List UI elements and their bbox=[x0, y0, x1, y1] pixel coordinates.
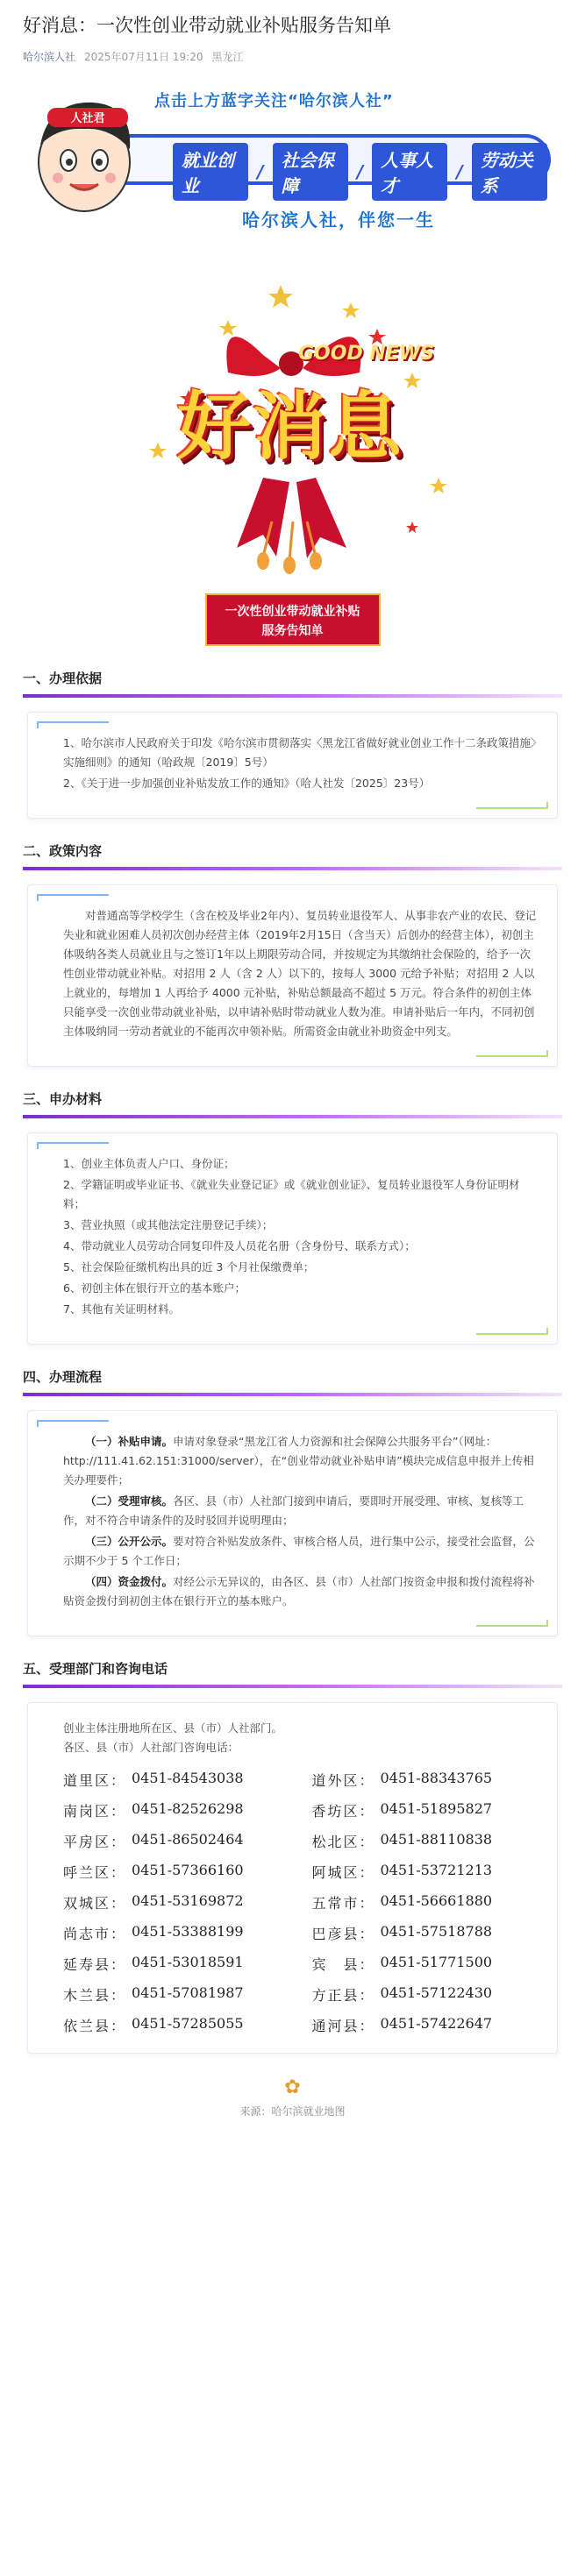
phone-row bbox=[312, 1892, 540, 1912]
step-label: （四）资金拨付。 bbox=[85, 1575, 174, 1588]
phone-number[interactable]: 0451-53018591 bbox=[132, 1954, 244, 1970]
section-title: 二、政策内容 bbox=[23, 843, 103, 859]
phone-row bbox=[312, 1770, 540, 1790]
tag-social-security: 社会保障 bbox=[273, 143, 348, 201]
content-card bbox=[27, 1132, 558, 1345]
section-process bbox=[0, 1367, 585, 1636]
good-news-english: GOOD NEWS bbox=[298, 343, 434, 365]
district-name: 木兰县： bbox=[63, 1987, 127, 2004]
article-header bbox=[0, 0, 585, 71]
section-title: 四、办理流程 bbox=[23, 1369, 103, 1385]
phone-row bbox=[312, 1923, 540, 1943]
list-item: 1、创业主体负责人户口、身份证； bbox=[63, 1157, 235, 1170]
phone-number[interactable]: 0451-53721213 bbox=[380, 1862, 493, 1878]
paragraph: 1、哈尔滨市人民政府关于印发《哈尔滨市贯彻落实〈黑龙江省做好就业创业工作十二条政策措施〉实施细则》的通知（哈政规〔2019〕5号） bbox=[63, 736, 537, 769]
article-title: 好消息：一次性创业带动就业补贴服务告知单 bbox=[23, 15, 391, 36]
phone-row bbox=[312, 2015, 540, 2035]
phone-row bbox=[312, 1984, 540, 2005]
phone-row bbox=[63, 1831, 291, 1851]
district-name: 双城区： bbox=[63, 1895, 127, 1912]
divider: / bbox=[356, 161, 364, 182]
process-step bbox=[63, 1432, 538, 1490]
tag-labor: 劳动关系 bbox=[472, 143, 547, 201]
list-item: 6、初创主体在银行开立的基本账户； bbox=[63, 1281, 246, 1295]
flower-icon: ✿ bbox=[284, 2076, 301, 2098]
phone-list bbox=[63, 1770, 539, 2035]
banner-slogan: 哈尔滨人社，伴您一生 bbox=[242, 209, 435, 231]
notice-label bbox=[205, 583, 381, 646]
phone-number[interactable]: 0451-53388199 bbox=[132, 1923, 244, 1940]
phone-number[interactable]: 0451-57081987 bbox=[132, 1984, 244, 2001]
district-name: 五常市： bbox=[311, 1895, 375, 1912]
list-item: 7、其他有关证明材料。 bbox=[63, 1302, 180, 1316]
step-label: （三）公开公示。 bbox=[85, 1535, 174, 1548]
district-name: 道里区： bbox=[63, 1772, 127, 1789]
district-name: 呼兰区： bbox=[63, 1864, 127, 1881]
content-card bbox=[27, 884, 558, 1067]
phone-row bbox=[63, 1862, 291, 1882]
process-step bbox=[63, 1572, 538, 1611]
step-label: （一）补贴申请。 bbox=[85, 1435, 174, 1448]
notice-line-1: 一次性创业带动就业补贴 bbox=[225, 605, 360, 619]
contact-intro: 创业主体注册地所在区、县（市）人社部门。 bbox=[63, 1721, 283, 1735]
tag-talent: 人事人才 bbox=[372, 143, 447, 201]
follow-banner bbox=[23, 83, 562, 259]
section-policy bbox=[0, 841, 585, 1067]
follow-prompt: 点击上方蓝字关注“哈尔滨人社” bbox=[154, 92, 394, 110]
section-title: 五、受理部门和咨询电话 bbox=[23, 1661, 168, 1677]
step-text: 各区、县（市）人社部门接到申请后，要即时开展受理、审核、复核等工作，对不符合申请条件的及时驳回并说明理由； bbox=[63, 1494, 524, 1527]
section-divider bbox=[23, 867, 562, 870]
district-name: 延寿县： bbox=[63, 1956, 127, 1973]
list-item: 4、带动就业人员劳动合同复印件及人员花名册（含身份号、联系方式）； bbox=[63, 1239, 416, 1253]
district-name: 阿城区： bbox=[311, 1864, 375, 1881]
section-divider bbox=[23, 694, 562, 698]
mascot-badge: 人社君 bbox=[70, 112, 105, 125]
phone-number[interactable]: 0451-57366160 bbox=[132, 1862, 244, 1878]
phone-row bbox=[63, 1984, 291, 2005]
district-name: 方正县： bbox=[311, 1987, 375, 2004]
list-item: 5、社会保险征缴机构出具的近 3 个月社保缴费单； bbox=[63, 1260, 315, 1274]
district-name: 南岗区： bbox=[63, 1803, 127, 1820]
district-name: 依兰县： bbox=[63, 2018, 127, 2034]
author-link[interactable]: 哈尔滨人社 bbox=[23, 51, 76, 63]
phone-number[interactable]: 0451-88110838 bbox=[380, 1831, 493, 1848]
process-step bbox=[63, 1532, 538, 1571]
district-name: 通河县： bbox=[311, 2018, 375, 2034]
phone-row bbox=[312, 1800, 540, 1820]
publish-date: 2025年07月11日 19:20 bbox=[84, 51, 203, 63]
section-divider bbox=[23, 1115, 562, 1118]
phone-number[interactable]: 0451-53169872 bbox=[132, 1892, 244, 1909]
district-name: 道外区： bbox=[311, 1772, 375, 1789]
phone-row bbox=[63, 1892, 291, 1912]
publish-location: 黑龙江 bbox=[211, 51, 244, 63]
section-materials bbox=[0, 1089, 585, 1345]
good-news-graphic bbox=[0, 259, 585, 583]
district-name: 香坊区： bbox=[311, 1803, 375, 1820]
paragraph: 2、《关于进一步加强创业补贴发放工作的通知》（哈人社发〔2025〕23号） bbox=[63, 777, 431, 790]
mascot-image bbox=[23, 83, 146, 232]
section-contacts bbox=[0, 1659, 585, 2054]
contact-card bbox=[27, 1702, 558, 2054]
paragraph: 对普通高等学校学生（含在校及毕业2年内）、复员转业退役军人、从事非农产业的农民、登记失业和就业困难人员初次创办经营主体（2019年2月15日（含当天）后创办的经营主体），初创主体吸纳各类人员就业且与之签订1年以上期限劳动合同，并按规定为其缴纳社会保险的，给予一次性创业带动就业补贴。对招用 2 人（含 2 人）以下的，按每人 3000 元给予补贴；对招用 2 人以上就业的，每增加 1 人再给予 4000 元补贴，补贴总额最高不超过 5 万元。符合条件的初创主体只能享受一次创业带动就业补贴，以申请补贴时带动就业人数为准。申请补贴后一年内，不同初创主体吸纳同一劳动者就业的不能再次申领补贴。所需资金由就业补助资金中列支。 bbox=[63, 909, 537, 1038]
content-card bbox=[27, 1410, 558, 1636]
good-news-word: 好消息 bbox=[177, 383, 404, 470]
phone-number[interactable]: 0451-84543038 bbox=[132, 1770, 244, 1786]
phone-number[interactable]: 0451-57285055 bbox=[132, 2015, 244, 2032]
step-text: 要对符合补贴发放条件、审核合格人员，进行集中公示，接受社会监督，公示期不少于 5 个工作日； bbox=[63, 1535, 535, 1567]
phone-row bbox=[312, 1862, 540, 1882]
district-name: 尚志市： bbox=[63, 1926, 127, 1942]
phone-number[interactable]: 0451-86502464 bbox=[132, 1831, 244, 1848]
contact-intro: 各区、县（市）人社部门咨询电话： bbox=[63, 1741, 239, 1754]
section-divider bbox=[23, 1685, 562, 1688]
article-source: 来源：哈尔滨就业地图 bbox=[239, 2105, 346, 2118]
phone-row bbox=[312, 1954, 540, 1974]
step-text: 对经公示无异议的，由各区、县（市）人社部门按资金申报和拨付流程将补贴资金拨付到初创主体在银行开立的基本账户。 bbox=[63, 1575, 535, 1607]
process-step bbox=[63, 1492, 538, 1530]
phone-number[interactable]: 0451-82526298 bbox=[132, 1800, 244, 1817]
phone-number[interactable]: 0451-57122430 bbox=[380, 1984, 493, 2001]
phone-row bbox=[63, 1954, 291, 1974]
phone-row bbox=[63, 1770, 291, 1790]
district-name: 巴彦县： bbox=[311, 1926, 375, 1942]
divider: / bbox=[456, 161, 463, 182]
section-basis bbox=[0, 669, 585, 819]
phone-row bbox=[63, 1923, 291, 1943]
content-card bbox=[27, 712, 558, 819]
district-name: 松北区： bbox=[311, 1834, 375, 1850]
phone-number[interactable]: 0451-88343765 bbox=[380, 1770, 493, 1786]
section-divider bbox=[23, 1393, 562, 1396]
list-item: 3、营业执照（或其他法定注册登记手续）； bbox=[63, 1218, 274, 1231]
district-name: 宾 县： bbox=[311, 1956, 375, 1973]
list-item: 2、学籍证明或毕业证书、《就业失业登记证》或《就业创业证》、复员转业退役军人身份证明材料； bbox=[63, 1178, 520, 1210]
phone-row bbox=[63, 1800, 291, 1820]
phone-row bbox=[63, 2015, 291, 2035]
phone-number[interactable]: 0451-56661880 bbox=[380, 1892, 493, 1909]
notice-line-2: 服务告知单 bbox=[261, 624, 324, 638]
section-title: 三、申办材料 bbox=[23, 1091, 103, 1107]
phone-number[interactable]: 0451-51771500 bbox=[380, 1954, 493, 1970]
step-text: 申请对象登录“黑龙江省人力资源和社会保障公共服务平台”（网址：http://111.41.62.151:31000/server），在“创业带动就业补贴申请”模块完成信息申报并上传相关办理要件； bbox=[63, 1435, 534, 1487]
district-name: 平房区： bbox=[63, 1834, 127, 1850]
divider: / bbox=[257, 161, 264, 182]
article-meta bbox=[23, 49, 562, 64]
phone-number[interactable]: 0451-57422647 bbox=[380, 2015, 493, 2032]
phone-number[interactable]: 0451-51895827 bbox=[380, 1800, 493, 1817]
step-label: （二）受理审核。 bbox=[85, 1494, 174, 1508]
section-title: 一、办理依据 bbox=[23, 671, 103, 686]
tag-employment: 就业创业 bbox=[173, 143, 248, 201]
phone-row bbox=[312, 1831, 540, 1851]
phone-number[interactable]: 0451-57518788 bbox=[380, 1923, 493, 1940]
